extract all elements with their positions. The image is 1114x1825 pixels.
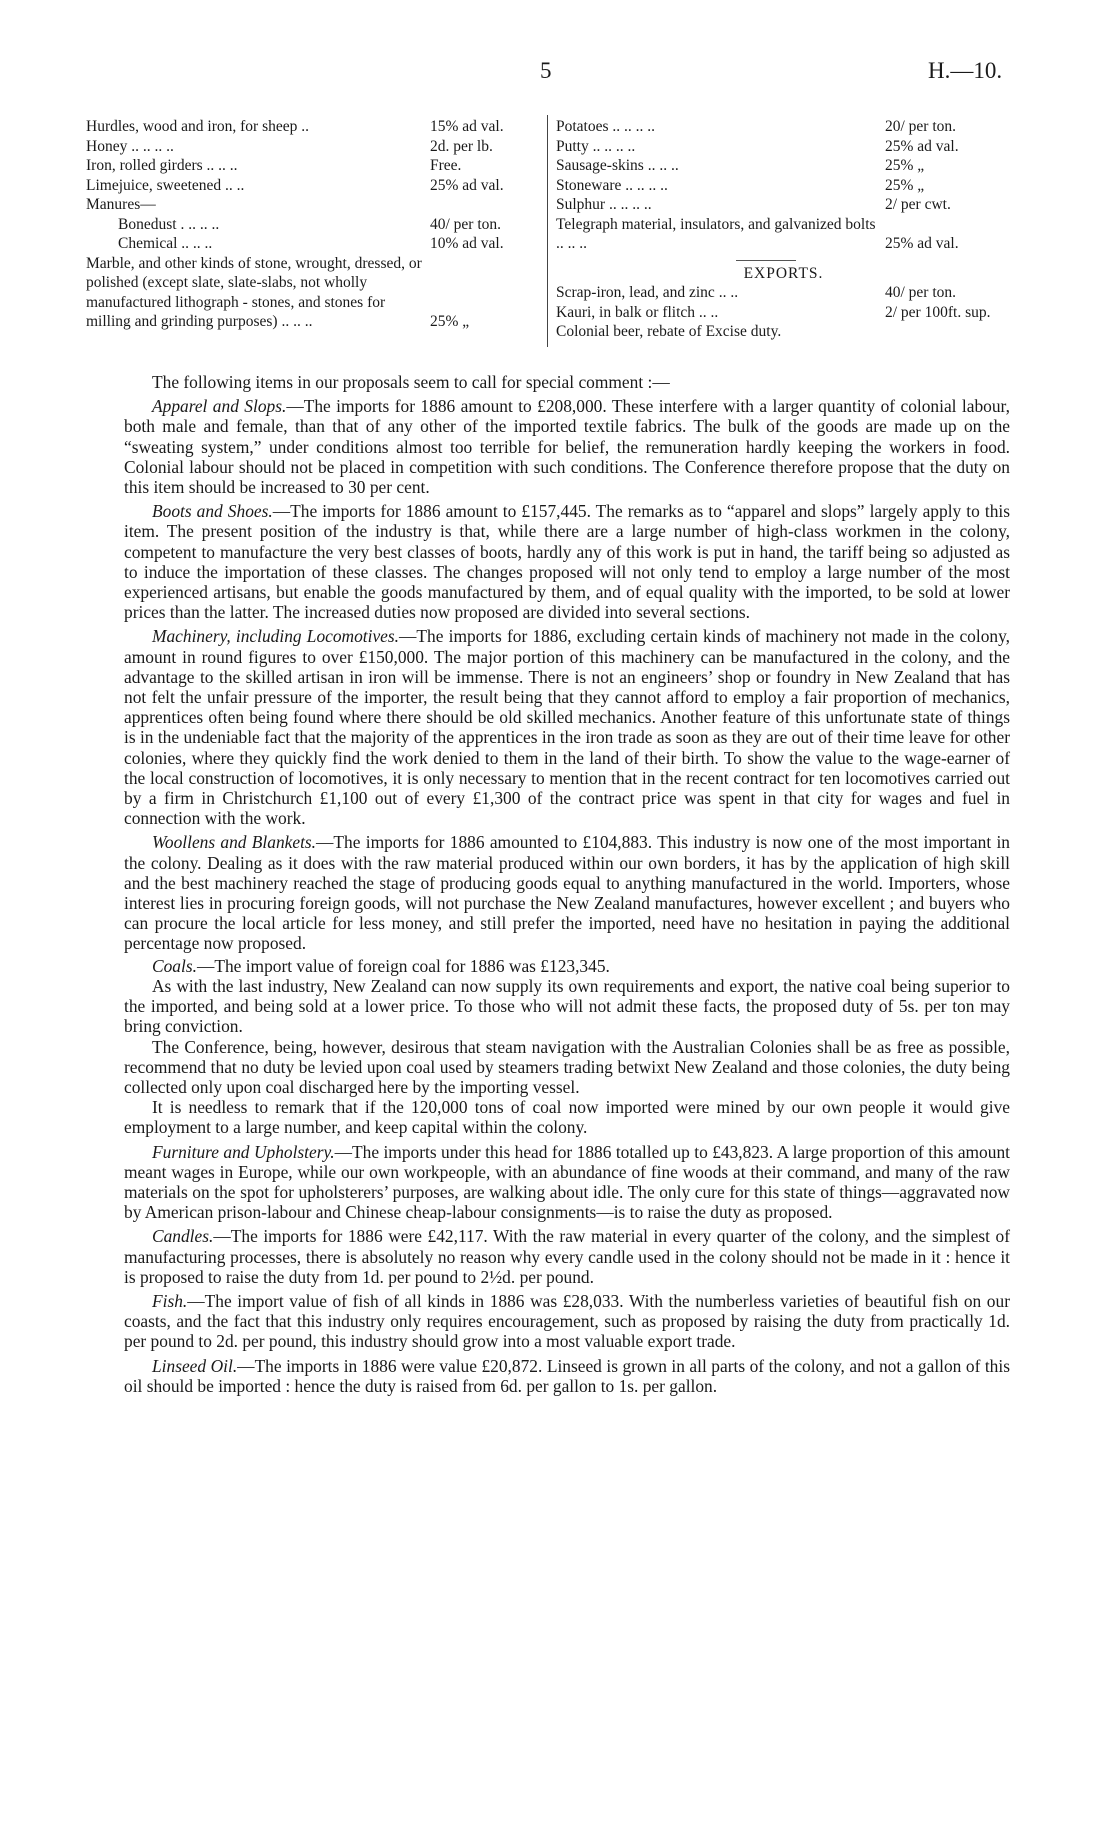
export-row	[556, 322, 1011, 342]
section-heading: Fish.	[152, 1290, 188, 1311]
section-text: —The imports for 1886 were £42,117. With the raw material in every quarter of the colony, and the simplest of manufacturing processes, there is absolutely no reason why every candle used in the colony should not be made in it : hence it is proposed to raise the duty from 1d. per pound to 2½d. per pound.	[124, 1226, 1010, 1287]
tariff-item: Putty .. .. .. ..	[556, 137, 636, 155]
paragraph-apparel	[124, 396, 1010, 497]
export-rate: 40/ per ton.	[885, 284, 957, 301]
section-heading: Coals.	[152, 955, 197, 976]
tariff-row	[556, 176, 1011, 196]
section-text: —The imports in 1886 were value £20,872. Linseed is grown in all parts of the colony, and not a gallon of this oil should be imported : hence the duty is raised from 6d. per gallon to 1s. per gallon.	[124, 1355, 1010, 1396]
tariff-row	[86, 117, 526, 137]
export-row	[556, 283, 1011, 303]
page-number: 5	[540, 58, 552, 83]
tariff-item: Telegraph material, insulators, and galvanized bolts .. .. ..	[556, 215, 876, 252]
paragraph-linseed	[124, 1356, 1010, 1396]
section-text: —The import value of fish of all kinds in 1886 was £28,033. With the numberless varieties of beautiful fish on our coasts, and the fact that this industry only requires encouragement, such as proposed by raising the duty from practically 1d. per pound to 2d. per pound, this industry should grow into a most valuable export trade.	[124, 1290, 1010, 1352]
section-text: —The imports for 1886 amount to £208,000. These interfere with a larger quantity of colonial labour, both male and female, than that of any other of the imported textile fabrics. The bulk of the goods are made up on the “sweating system,” under conditions almost too terrible for belief, the remuneration hardly keeping the workers in food. Colonial labour should not be placed in competition with such conditions. The Conference therefore propose that the duty on this item should be increased to 30 per cent.	[124, 396, 1011, 498]
tariff-row	[556, 117, 1011, 137]
tariff-item: Chemical .. .. ..	[118, 235, 213, 252]
section-text: —The imports for 1886, excluding certain kinds of machinery not made in the colony, amount in round figures to over £150,000. The major portion of this machinery can be manufactured in the colony, and the advantage to the skilled artisan in iron will be immense. There is not an engineers’ shop or foundry in New Zealand that has not felt the unfair pressure of the importer, the result being that they cannot afford to employ a fair proportion of mechanics, apprentices often being found where there should be old skilled mechanics. Another feature of this unfortunate state of things is in the undeniable fact that the majority of the apprentices in the iron trade as soon as they are out of their time leave for other colonies, where they quickly find the work denied to them in the land of their birth. To show the value to the wage-earner of the local construction of locomotives, it is only necessary to mention that in the recent contract for ten locomotives carried out by a firm in Christchurch £1,100 out of every £1,300 of the contract price was spent in that city for wages and fuel in connection with the work.	[124, 626, 1010, 829]
tariff-row	[556, 137, 1011, 157]
tariff-rate: 2/ per cwt.	[885, 196, 951, 213]
paragraph-coals	[124, 956, 1010, 976]
tariff-row	[86, 156, 526, 176]
tariff-row	[86, 234, 526, 254]
tariff-row	[86, 215, 526, 235]
tariff-item: Bonedust . .. .. ..	[118, 215, 220, 233]
tariff-item: Marble, and other kinds of stone, wrought, dressed, or polished (except slate, slate-slabs, not wholly manufactured lithograph - stones, and stones for milling and grinding purposes) .. .. ..	[86, 254, 422, 330]
section-rule	[736, 260, 796, 261]
export-item: Colonial beer, rebate of Excise duty.	[556, 323, 782, 340]
paragraph-coals-3: The Conference, being, however, desirous that steam navigation with the Australian Colonies shall be as free as possible, recommend that no duty be levied upon coal used by steamers trading betwixt New Zealand and those colonies, the duty being collected only upon coal discharged here by the importing vessel.	[124, 1036, 1010, 1097]
tariff-item: Limejuice, sweetened .. ..	[86, 176, 245, 194]
section-text: —The imports for 1886 amount to £157,445. The remarks as to “apparel and slops” largely apply to this item. The present position of the industry is that, while there are a large number of high-class workmen in the colony, competent to manufacture the very best classes of boots, hardly any of this work is put in hand, the tariff being so adjusted as to induce the importation of these classes. The changes proposed will not only tend to employ a large number of the most experienced artisans, but enable the goods manufactured by them, and of equal quality with the imported, to be sold at lower prices than the latter. The increased duties now proposed are divided into several sections.	[124, 501, 1010, 623]
paragraph-candles	[124, 1226, 1010, 1287]
tariff-rate: 25% ad val.	[885, 137, 959, 155]
section-heading: Apparel and Slops.	[152, 396, 287, 417]
tariff-table-left	[86, 117, 526, 332]
tariff-item: Potatoes .. .. .. ..	[556, 118, 656, 135]
section-heading: Candles.	[152, 1226, 214, 1247]
exports-heading: EXPORTS.	[743, 264, 824, 282]
tariff-item: Sulphur .. .. .. ..	[556, 196, 652, 213]
section-heading: Machinery, including Locomotives.	[152, 626, 400, 647]
paragraph-coals-2: As with the last industry, New Zealand can now supply its own requirements and export, the native coal being superior to the imported, and being sold at a lower price. To those who will not admit these facts, the proposed duty of 5s. per ton may bring conviction.	[124, 975, 1010, 1037]
tariff-rate: 10% ad val.	[430, 235, 504, 252]
paragraph-coals-4: It is needless to remark that if the 120,000 tons of coal now imported were mined by our own people it would give employment to a large number, and keep capital within the colony.	[124, 1097, 1010, 1138]
tariff-item: Sausage-skins .. .. ..	[556, 157, 679, 174]
section-text: —The imports for 1886 amounted to £104,883. This industry is now one of the most important in the colony. Dealing as it does with the raw material produced within our own borders, it has by the application of high skill and the best machinery reached the stage of producing goods equal to anything manufactured in the world. Importers, whose interest lies in procuring foreign goods, will not purchase the New Zealand manufactures, however excellent ; and buyers who can procure the local article for less money, and still prefer the imported, need have no hesitation in paying the additional percentage now proposed.	[124, 832, 1010, 954]
tariff-rate: 25% „	[430, 313, 470, 330]
section-text: —The imports under this head for 1886 totalled up to £43,823. A large proportion of this amount meant wages in Europe, while our own workpeople, with an abundance of fine woods at their command, and many of the raw materials on the spot for upholsterers’ purposes, are walking about idle. The only cure for this state of things—aggravated now by American prison-labour and Chinese cheap-labour consignments—is to raise the duty as proposed.	[124, 1141, 1010, 1223]
export-item: Scrap-iron, lead, and zinc .. ..	[556, 284, 739, 301]
tariff-rate: Free.	[430, 157, 462, 174]
tariff-row	[556, 215, 1011, 254]
section-heading: Boots and Shoes.	[152, 501, 273, 522]
paragraph-boots	[124, 501, 1010, 622]
tariff-item: Iron, rolled girders .. .. ..	[86, 157, 238, 174]
paragraph-woollens	[124, 832, 1010, 953]
tariff-item: Honey .. .. .. ..	[86, 137, 174, 155]
tariff-rate: 40/ per ton.	[430, 215, 502, 233]
tariff-row	[556, 195, 1011, 215]
section-heading: Woollens and Blankets.	[152, 832, 317, 853]
tariff-rate: 20/ per ton.	[885, 118, 957, 135]
tariff-row	[86, 195, 526, 215]
column-divider	[547, 115, 548, 347]
section-heading: Linseed Oil.	[152, 1355, 238, 1376]
tariff-rate: 25% „	[885, 157, 925, 174]
tariff-rate: 25% ad val.	[885, 235, 959, 252]
document-reference: H.—10.	[928, 58, 1003, 83]
tariff-rate: 15% ad val.	[430, 118, 504, 135]
tariff-rate: 25% „	[885, 176, 925, 194]
export-rate: 2/ per 100ft. sup.	[885, 303, 991, 321]
paragraph-machinery	[124, 626, 1010, 828]
report-body	[124, 372, 1010, 1396]
tariff-row	[86, 137, 526, 157]
tariff-row	[86, 176, 526, 196]
tariff-row	[556, 156, 1011, 176]
tariff-table-right	[556, 117, 1011, 342]
section-heading: Furniture and Upholstery.	[152, 1141, 335, 1162]
intro-paragraph: The following items in our proposals seem to call for special comment :—	[152, 372, 670, 392]
export-row	[556, 303, 1011, 323]
paragraph-fish	[124, 1291, 1010, 1352]
export-item: Kauri, in balk or flitch .. ..	[556, 303, 719, 321]
tariff-row	[86, 254, 526, 332]
paragraph-furniture	[124, 1142, 1010, 1223]
section-text: —The import value of foreign coal for 1886 was £123,345.	[196, 955, 610, 976]
tariff-item: Hurdles, wood and iron, for sheep ..	[86, 118, 309, 135]
tariff-rate: 2d. per lb.	[430, 137, 493, 155]
tariff-item: Stoneware .. .. .. ..	[556, 176, 668, 194]
tariff-rate: 25% ad val.	[430, 176, 504, 194]
tariff-item: Manures—	[86, 196, 156, 213]
